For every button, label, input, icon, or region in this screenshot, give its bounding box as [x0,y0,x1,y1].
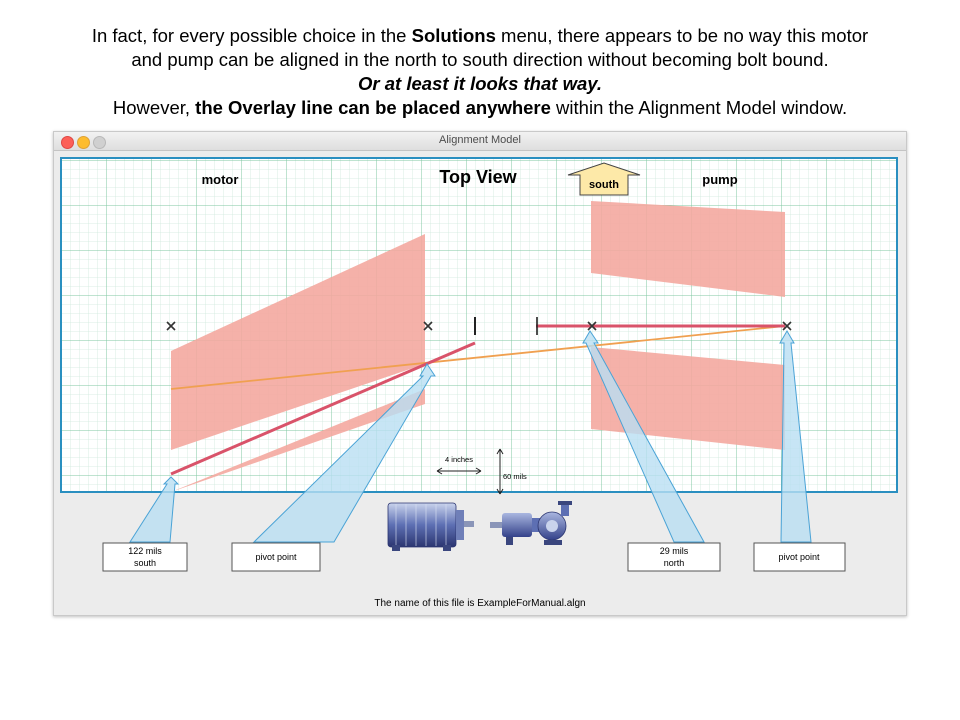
caption-line-4: However, the Overlay line can be placed anywhere within the Alignment Model window. [112,97,848,118]
alignment-model-window [53,131,907,616]
callout-pump-inboard [628,543,720,571]
file-name-footer: The name of this file is ExampleForManual.algn [374,598,586,609]
caption-line-2: and pump can be aligned in the north to south direction without becoming bolt bound. [131,49,829,70]
scale-h-label: 4 inches [445,455,473,464]
caption-line-1: In fact, for every possible choice in the Solutions menu, there appears to be no way this motor [91,25,869,46]
pump-label: pump [702,172,738,187]
caption-line-3: Or at least it looks that way. [358,73,602,94]
callout-motor-outboard [103,543,187,571]
callout-pump-pivot [754,543,845,571]
callout-motor-outboard-direction: south [133,558,157,568]
electric-motor-icon [388,503,474,551]
top-view-title: Top View [439,167,517,187]
centrifugal-pump-icon [490,501,572,545]
alignment-canvas [54,132,906,615]
window-title: Alignment Model [439,134,521,146]
caption [0,24,960,120]
callout-motor-outboard-value: 122 mils [128,546,162,556]
callout-motor-pivot-label: pivot point [255,552,297,562]
callout-pump-inboard-direction: north [663,558,685,568]
callout-pump-inboard-value: 29 mils [659,546,689,556]
motor-label: motor [201,172,239,187]
scale-v-label: 60 mils [503,472,527,481]
callout-pump-pivot-label: pivot point [778,552,820,562]
callout-motor-pivot [232,543,320,571]
south-label: south [589,179,619,191]
